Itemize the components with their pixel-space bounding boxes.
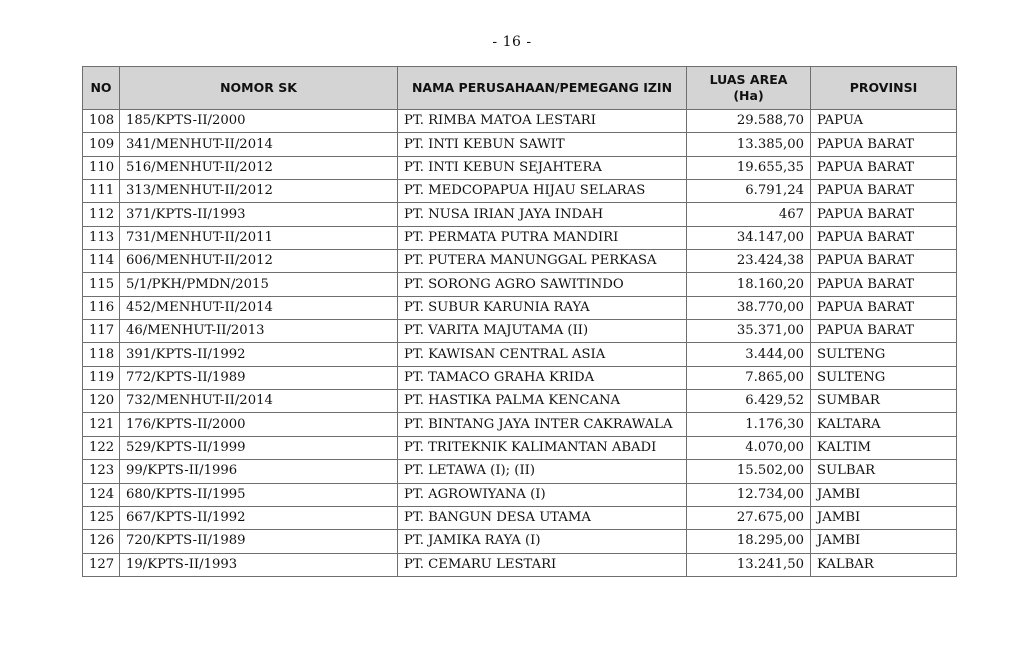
table-row — [83, 320, 957, 343]
table-header — [83, 67, 957, 110]
cell-company-name: PT. CEMARU LESTARI — [398, 553, 687, 576]
header-area-unit: (Ha) — [733, 88, 764, 103]
cell-company-name: PT. INTI KEBUN SEJAHTERA — [398, 156, 687, 179]
cell-no: 117 — [83, 320, 120, 343]
cell-nomor-sk: 452/MENHUT-II/2014 — [120, 296, 398, 319]
table-row — [83, 203, 957, 226]
cell-area: 7.865,00 — [687, 366, 811, 389]
table-row — [83, 483, 957, 506]
cell-nomor-sk: 99/KPTS-II/1996 — [120, 460, 398, 483]
table-row — [83, 413, 957, 436]
cell-company-name: PT. SORONG AGRO SAWITINDO — [398, 273, 687, 296]
cell-province: PAPUA BARAT — [811, 203, 957, 226]
table-row — [83, 460, 957, 483]
cell-province: PAPUA BARAT — [811, 296, 957, 319]
cell-company-name: PT. LETAWA (I); (II) — [398, 460, 687, 483]
cell-area: 38.770,00 — [687, 296, 811, 319]
cell-nomor-sk: 391/KPTS-II/1992 — [120, 343, 398, 366]
cell-area: 35.371,00 — [687, 320, 811, 343]
cell-area: 6.429,52 — [687, 390, 811, 413]
cell-company-name: PT. INTI KEBUN SAWIT — [398, 133, 687, 156]
cell-province: KALBAR — [811, 553, 957, 576]
permit-table — [82, 66, 957, 577]
cell-province: PAPUA BARAT — [811, 180, 957, 203]
cell-company-name: PT. JAMIKA RAYA (I) — [398, 530, 687, 553]
cell-area: 34.147,00 — [687, 226, 811, 249]
cell-area: 467 — [687, 203, 811, 226]
cell-company-name: PT. BINTANG JAYA INTER CAKRAWALA — [398, 413, 687, 436]
cell-province: PAPUA BARAT — [811, 320, 957, 343]
cell-nomor-sk: 313/MENHUT-II/2012 — [120, 180, 398, 203]
page-number: - 16 - — [492, 34, 532, 50]
table-row — [83, 343, 957, 366]
cell-company-name: PT. TAMACO GRAHA KRIDA — [398, 366, 687, 389]
cell-no: 118 — [83, 343, 120, 366]
header-company-name: NAMA PERUSAHAAN/PEMEGANG IZIN — [398, 67, 687, 110]
table-row — [83, 273, 957, 296]
cell-province: JAMBI — [811, 530, 957, 553]
cell-province: PAPUA BARAT — [811, 273, 957, 296]
cell-area: 23.424,38 — [687, 250, 811, 273]
table-body — [83, 110, 957, 577]
cell-no: 112 — [83, 203, 120, 226]
cell-company-name: PT. BANGUN DESA UTAMA — [398, 506, 687, 529]
cell-no: 123 — [83, 460, 120, 483]
cell-company-name: PT. SUBUR KARUNIA RAYA — [398, 296, 687, 319]
cell-area: 18.160,20 — [687, 273, 811, 296]
cell-province: KALTARA — [811, 413, 957, 436]
cell-nomor-sk: 516/MENHUT-II/2012 — [120, 156, 398, 179]
cell-nomor-sk: 720/KPTS-II/1989 — [120, 530, 398, 553]
table-row — [83, 110, 957, 133]
table-row — [83, 530, 957, 553]
cell-nomor-sk: 680/KPTS-II/1995 — [120, 483, 398, 506]
cell-no: 114 — [83, 250, 120, 273]
table-row — [83, 226, 957, 249]
cell-province: PAPUA BARAT — [811, 226, 957, 249]
table-row — [83, 250, 957, 273]
cell-area: 13.385,00 — [687, 133, 811, 156]
cell-province: SULTENG — [811, 366, 957, 389]
cell-no: 116 — [83, 296, 120, 319]
cell-nomor-sk: 606/MENHUT-II/2012 — [120, 250, 398, 273]
cell-no: 119 — [83, 366, 120, 389]
cell-area: 19.655,35 — [687, 156, 811, 179]
cell-province: PAPUA BARAT — [811, 133, 957, 156]
header-area-label: LUAS AREA — [709, 72, 788, 87]
cell-no: 111 — [83, 180, 120, 203]
cell-company-name: PT. VARITA MAJUTAMA (II) — [398, 320, 687, 343]
cell-area: 4.070,00 — [687, 436, 811, 459]
cell-nomor-sk: 732/MENHUT-II/2014 — [120, 390, 398, 413]
cell-nomor-sk: 19/KPTS-II/1993 — [120, 553, 398, 576]
cell-nomor-sk: 341/MENHUT-II/2014 — [120, 133, 398, 156]
table-row — [83, 296, 957, 319]
cell-company-name: PT. PUTERA MANUNGGAL PERKASA — [398, 250, 687, 273]
cell-no: 126 — [83, 530, 120, 553]
cell-area: 1.176,30 — [687, 413, 811, 436]
cell-nomor-sk: 371/KPTS-II/1993 — [120, 203, 398, 226]
cell-company-name: PT. KAWISAN CENTRAL ASIA — [398, 343, 687, 366]
cell-nomor-sk: 185/KPTS-II/2000 — [120, 110, 398, 133]
cell-nomor-sk: 529/KPTS-II/1999 — [120, 436, 398, 459]
table-row — [83, 180, 957, 203]
cell-area: 3.444,00 — [687, 343, 811, 366]
cell-no: 127 — [83, 553, 120, 576]
cell-area: 18.295,00 — [687, 530, 811, 553]
table-row — [83, 436, 957, 459]
cell-area: 27.675,00 — [687, 506, 811, 529]
cell-no: 113 — [83, 226, 120, 249]
table-row — [83, 133, 957, 156]
cell-no: 121 — [83, 413, 120, 436]
cell-no: 108 — [83, 110, 120, 133]
cell-company-name: PT. AGROWIYANA (I) — [398, 483, 687, 506]
cell-nomor-sk: 731/MENHUT-II/2011 — [120, 226, 398, 249]
cell-no: 125 — [83, 506, 120, 529]
cell-nomor-sk: 46/MENHUT-II/2013 — [120, 320, 398, 343]
header-nomor-sk: NOMOR SK — [120, 67, 398, 110]
cell-no: 109 — [83, 133, 120, 156]
cell-province: SUMBAR — [811, 390, 957, 413]
cell-company-name: PT. MEDCOPAPUA HIJAU SELARAS — [398, 180, 687, 203]
cell-province: PAPUA BARAT — [811, 250, 957, 273]
cell-province: PAPUA BARAT — [811, 156, 957, 179]
header-area — [687, 67, 811, 110]
header-no: NO — [83, 67, 120, 110]
cell-area: 13.241,50 — [687, 553, 811, 576]
table-row — [83, 390, 957, 413]
cell-nomor-sk: 667/KPTS-II/1992 — [120, 506, 398, 529]
cell-no: 120 — [83, 390, 120, 413]
cell-company-name: PT. PERMATA PUTRA MANDIRI — [398, 226, 687, 249]
cell-company-name: PT. TRITEKNIK KALIMANTAN ABADI — [398, 436, 687, 459]
cell-province: JAMBI — [811, 506, 957, 529]
table-row — [83, 553, 957, 576]
cell-area: 6.791,24 — [687, 180, 811, 203]
table-row — [83, 366, 957, 389]
table-row — [83, 506, 957, 529]
cell-province: JAMBI — [811, 483, 957, 506]
cell-no: 124 — [83, 483, 120, 506]
cell-nomor-sk: 772/KPTS-II/1989 — [120, 366, 398, 389]
cell-area: 15.502,00 — [687, 460, 811, 483]
cell-nomor-sk: 5/1/PKH/PMDN/2015 — [120, 273, 398, 296]
cell-no: 110 — [83, 156, 120, 179]
cell-company-name: PT. HASTIKA PALMA KENCANA — [398, 390, 687, 413]
cell-area: 12.734,00 — [687, 483, 811, 506]
cell-no: 115 — [83, 273, 120, 296]
cell-province: SULTENG — [811, 343, 957, 366]
cell-province: KALTIM — [811, 436, 957, 459]
cell-no: 122 — [83, 436, 120, 459]
cell-province: SULBAR — [811, 460, 957, 483]
table-row — [83, 156, 957, 179]
cell-area: 29.588,70 — [687, 110, 811, 133]
cell-nomor-sk: 176/KPTS-II/2000 — [120, 413, 398, 436]
header-province: PROVINSI — [811, 67, 957, 110]
cell-province: PAPUA — [811, 110, 957, 133]
header-row — [83, 67, 957, 110]
cell-company-name: PT. NUSA IRIAN JAYA INDAH — [398, 203, 687, 226]
cell-company-name: PT. RIMBA MATOA LESTARI — [398, 110, 687, 133]
